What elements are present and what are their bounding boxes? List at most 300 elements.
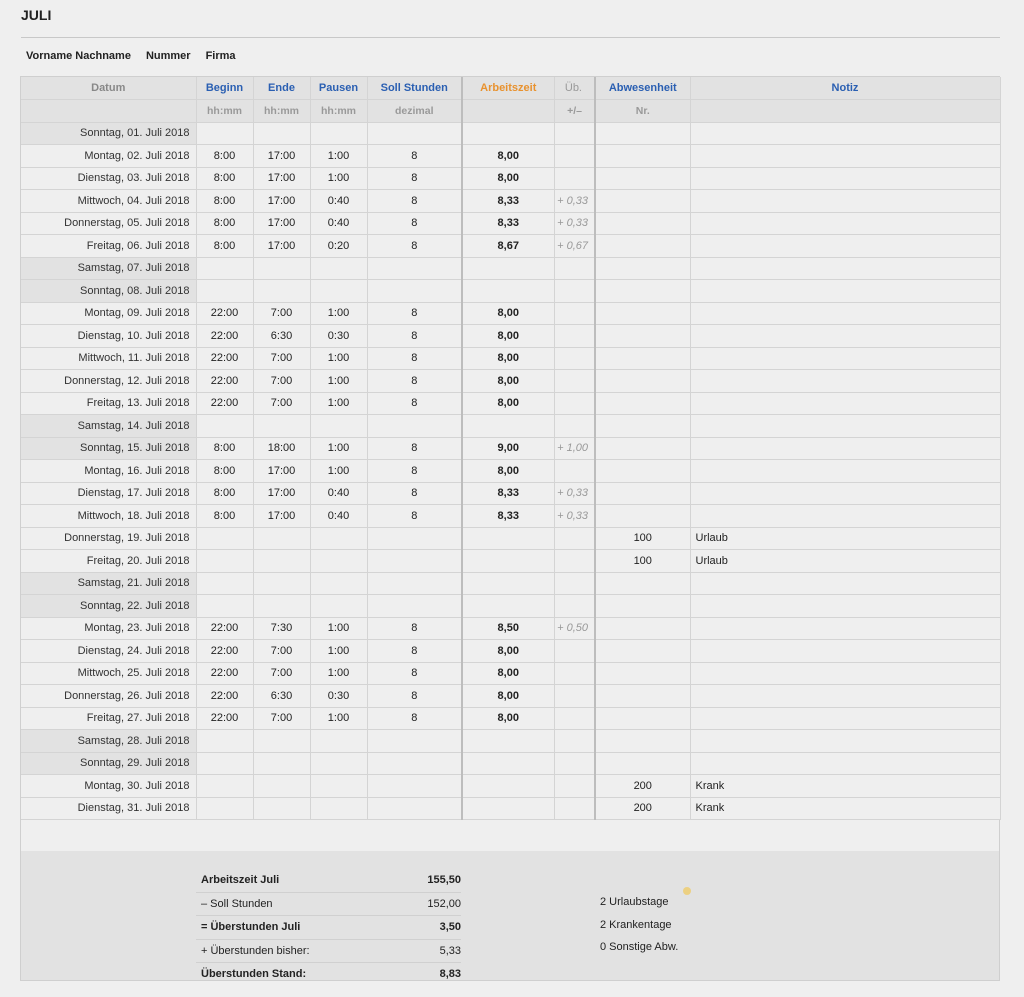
pausen-cell[interactable]: 0:40 [310,212,367,235]
soll-cell[interactable] [367,122,462,145]
notiz-cell[interactable] [690,145,1000,168]
ende-cell[interactable]: 7:00 [253,707,310,730]
pausen-cell[interactable]: 0:30 [310,685,367,708]
date-cell[interactable]: Sonntag, 01. Juli 2018 [21,122,196,145]
notiz-cell[interactable] [690,572,1000,595]
soll-cell[interactable] [367,730,462,753]
ueberstunden-cell[interactable] [554,257,595,280]
pausen-cell[interactable]: 1:00 [310,392,367,415]
soll-cell[interactable] [367,415,462,438]
overtime-summary [196,869,461,986]
notiz-cell[interactable] [690,325,1000,348]
pausen-cell[interactable]: 1:00 [310,302,367,325]
pausen-cell[interactable]: 0:40 [310,505,367,528]
pausen-cell[interactable]: 0:30 [310,325,367,348]
beginn-cell[interactable]: 8:00 [196,437,253,460]
ende-cell[interactable]: 6:30 [253,325,310,348]
beginn-cell[interactable]: 22:00 [196,347,253,370]
table-row [21,595,1000,618]
ueberstunden-cell[interactable] [554,527,595,550]
ueberstunden-cell[interactable] [554,370,595,393]
date-cell[interactable]: Donnerstag, 12. Juli 2018 [21,370,196,393]
abwesenheit-cell[interactable] [595,257,690,280]
beginn-cell[interactable] [196,752,253,775]
beginn-cell[interactable] [196,550,253,573]
pausen-cell[interactable] [310,257,367,280]
notiz-cell[interactable]: Krank [690,775,1000,798]
arbeitszeit-cell[interactable] [462,257,554,280]
ueberstunden-cell[interactable]: + 0,33 [554,190,595,213]
date-cell[interactable]: Samstag, 28. Juli 2018 [21,730,196,753]
ueberstunden-cell[interactable] [554,752,595,775]
arbeitszeit-cell[interactable] [462,572,554,595]
summary-label: Überstunden Stand: [201,968,307,981]
abwesenheit-cell[interactable] [595,325,690,348]
notiz-cell[interactable] [690,685,1000,708]
notiz-cell[interactable] [690,190,1000,213]
ueberstunden-cell[interactable] [554,167,595,190]
ende-cell[interactable] [253,415,310,438]
beginn-cell[interactable]: 22:00 [196,392,253,415]
ende-cell[interactable] [253,595,310,618]
notiz-cell[interactable] [690,482,1000,505]
arbeitszeit-cell[interactable] [462,280,554,303]
ueberstunden-cell[interactable]: + 0,33 [554,212,595,235]
table-row [21,347,1000,370]
summary-value: 5,33 [439,944,461,957]
table-row [21,167,1000,190]
date-cell[interactable]: Samstag, 14. Juli 2018 [21,415,196,438]
arbeitszeit-cell[interactable]: 8,00 [462,662,554,685]
arbeitszeit-cell[interactable]: 8,33 [462,212,554,235]
date-cell[interactable]: Freitag, 13. Juli 2018 [21,392,196,415]
pausen-cell[interactable]: 1:00 [310,167,367,190]
notiz-cell[interactable] [690,212,1000,235]
arbeitszeit-cell[interactable]: 8,00 [462,460,554,483]
pausen-cell[interactable] [310,775,367,798]
ueberstunden-cell[interactable] [554,707,595,730]
ende-cell[interactable] [253,257,310,280]
soll-cell[interactable]: 8 [367,235,462,258]
notiz-cell[interactable] [690,392,1000,415]
soll-cell[interactable]: 8 [367,167,462,190]
ende-cell[interactable]: 17:00 [253,167,310,190]
abwesenheit-cell[interactable] [595,572,690,595]
abwesenheit-cell[interactable] [595,122,690,145]
arbeitszeit-cell[interactable]: 8,00 [462,685,554,708]
pausen-cell[interactable] [310,415,367,438]
abwesenheit-cell[interactable] [595,617,690,640]
beginn-cell[interactable]: 22:00 [196,707,253,730]
beginn-cell[interactable] [196,527,253,550]
soll-cell[interactable]: 8 [367,482,462,505]
pausen-cell[interactable] [310,752,367,775]
arbeitszeit-cell[interactable]: 8,50 [462,617,554,640]
notiz-cell[interactable]: Krank [690,797,1000,820]
ende-cell[interactable]: 17:00 [253,482,310,505]
soll-cell[interactable] [367,775,462,798]
arbeitszeit-cell[interactable]: 8,00 [462,640,554,663]
ende-cell[interactable]: 17:00 [253,460,310,483]
abwesenheit-cell[interactable]: 100 [595,550,690,573]
beginn-cell[interactable] [196,122,253,145]
ende-cell[interactable] [253,572,310,595]
ueberstunden-cell[interactable] [554,460,595,483]
ende-cell[interactable]: 7:30 [253,617,310,640]
date-cell[interactable]: Montag, 23. Juli 2018 [21,617,196,640]
date-cell[interactable]: Mittwoch, 11. Juli 2018 [21,347,196,370]
notiz-cell[interactable] [690,595,1000,618]
ueberstunden-cell[interactable]: + 0,50 [554,617,595,640]
ueberstunden-cell[interactable] [554,685,595,708]
beginn-cell[interactable]: 22:00 [196,325,253,348]
soll-cell[interactable]: 8 [367,212,462,235]
notiz-cell[interactable]: Urlaub [690,550,1000,573]
ueberstunden-cell[interactable] [554,595,595,618]
ueberstunden-cell[interactable] [554,797,595,820]
abwesenheit-cell[interactable] [595,662,690,685]
ueberstunden-cell[interactable] [554,550,595,573]
notiz-cell[interactable] [690,752,1000,775]
ende-cell[interactable]: 7:00 [253,302,310,325]
ueberstunden-cell[interactable] [554,415,595,438]
notiz-cell[interactable] [690,730,1000,753]
pausen-cell[interactable] [310,730,367,753]
abwesenheit-cell[interactable] [595,730,690,753]
beginn-cell[interactable]: 8:00 [196,145,253,168]
abwesenheit-cell[interactable] [595,347,690,370]
soll-cell[interactable]: 8 [367,370,462,393]
ueberstunden-cell[interactable] [554,302,595,325]
arbeitszeit-cell[interactable] [462,595,554,618]
arbeitszeit-cell[interactable] [462,730,554,753]
pausen-cell[interactable] [310,572,367,595]
date-cell[interactable]: Sonntag, 29. Juli 2018 [21,752,196,775]
soll-cell[interactable]: 8 [367,460,462,483]
arbeitszeit-cell[interactable] [462,122,554,145]
soll-cell[interactable] [367,257,462,280]
notiz-cell[interactable] [690,167,1000,190]
arbeitszeit-cell[interactable]: 8,33 [462,482,554,505]
abwesenheit-cell[interactable] [595,145,690,168]
soll-cell[interactable]: 8 [367,662,462,685]
pausen-cell[interactable]: 1:00 [310,662,367,685]
pausen-cell[interactable]: 1:00 [310,370,367,393]
beginn-cell[interactable]: 22:00 [196,685,253,708]
ueberstunden-cell[interactable]: + 1,00 [554,437,595,460]
notiz-cell[interactable] [690,662,1000,685]
table-row [21,640,1000,663]
beginn-cell[interactable]: 8:00 [196,212,253,235]
ueberstunden-cell[interactable]: + 0,67 [554,235,595,258]
soll-cell[interactable] [367,572,462,595]
soll-cell[interactable]: 8 [367,392,462,415]
ende-cell[interactable] [253,122,310,145]
beginn-cell[interactable] [196,797,253,820]
abwesenheit-cell[interactable] [595,167,690,190]
soll-cell[interactable]: 8 [367,617,462,640]
date-cell[interactable]: Montag, 09. Juli 2018 [21,302,196,325]
ende-cell[interactable]: 17:00 [253,145,310,168]
beginn-cell[interactable]: 8:00 [196,167,253,190]
soll-cell[interactable] [367,280,462,303]
header-datum: Datum [21,77,196,100]
abwesenheit-cell[interactable] [595,370,690,393]
ende-cell[interactable] [253,550,310,573]
abwesenheit-cell[interactable] [595,280,690,303]
pausen-cell[interactable]: 1:00 [310,640,367,663]
abwesenheit-cell[interactable] [595,437,690,460]
soll-cell[interactable]: 8 [367,325,462,348]
date-cell[interactable]: Dienstag, 03. Juli 2018 [21,167,196,190]
date-cell[interactable]: Mittwoch, 18. Juli 2018 [21,505,196,528]
ende-cell[interactable] [253,775,310,798]
ende-cell[interactable] [253,797,310,820]
ueberstunden-cell[interactable]: + 0,33 [554,505,595,528]
soll-cell[interactable]: 8 [367,640,462,663]
date-cell[interactable]: Mittwoch, 25. Juli 2018 [21,662,196,685]
pausen-cell[interactable]: 1:00 [310,707,367,730]
pausen-cell[interactable] [310,122,367,145]
notiz-cell[interactable] [690,302,1000,325]
table-row [21,325,1000,348]
notiz-cell[interactable] [690,257,1000,280]
date-cell[interactable]: Dienstag, 17. Juli 2018 [21,482,196,505]
ende-cell[interactable]: 17:00 [253,212,310,235]
pausen-cell[interactable] [310,595,367,618]
pausen-cell[interactable]: 1:00 [310,347,367,370]
date-cell[interactable]: Sonntag, 08. Juli 2018 [21,280,196,303]
notiz-cell[interactable] [690,280,1000,303]
abwesenheit-cell[interactable] [595,640,690,663]
header-datum-sub [21,100,196,123]
notiz-cell[interactable] [690,460,1000,483]
soll-cell[interactable]: 8 [367,347,462,370]
soll-cell[interactable]: 8 [367,707,462,730]
table-row [21,190,1000,213]
soll-cell[interactable] [367,797,462,820]
pausen-cell[interactable] [310,550,367,573]
date-cell[interactable]: Freitag, 27. Juli 2018 [21,707,196,730]
table-row [21,662,1000,685]
abwesenheit-cell[interactable] [595,505,690,528]
abwesenheit-cell[interactable]: 200 [595,797,690,820]
ueberstunden-cell[interactable]: + 0,33 [554,482,595,505]
arbeitszeit-cell[interactable] [462,415,554,438]
ende-cell[interactable] [253,527,310,550]
table-row [21,212,1000,235]
beginn-cell[interactable]: 22:00 [196,662,253,685]
arbeitszeit-cell[interactable]: 8,33 [462,505,554,528]
notiz-cell[interactable] [690,437,1000,460]
abwesenheit-cell[interactable] [595,595,690,618]
soll-cell[interactable]: 8 [367,302,462,325]
notiz-cell[interactable] [690,505,1000,528]
date-cell[interactable]: Samstag, 21. Juli 2018 [21,572,196,595]
ende-cell[interactable] [253,752,310,775]
ueberstunden-cell[interactable] [554,122,595,145]
beginn-cell[interactable] [196,257,253,280]
beginn-cell[interactable] [196,595,253,618]
beginn-cell[interactable] [196,415,253,438]
arbeitszeit-cell[interactable]: 8,00 [462,392,554,415]
pausen-cell[interactable]: 1:00 [310,437,367,460]
ueberstunden-cell[interactable] [554,662,595,685]
notiz-cell[interactable] [690,707,1000,730]
ende-cell[interactable]: 7:00 [253,640,310,663]
arbeitszeit-cell[interactable]: 8,67 [462,235,554,258]
timesheet [20,76,1000,981]
abwesenheit-cell[interactable]: 100 [595,527,690,550]
ende-cell[interactable] [253,280,310,303]
soll-cell[interactable]: 8 [367,190,462,213]
abwesenheit-cell[interactable] [595,685,690,708]
date-cell[interactable]: Donnerstag, 26. Juli 2018 [21,685,196,708]
notiz-cell[interactable] [690,370,1000,393]
ueberstunden-cell[interactable] [554,325,595,348]
date-cell[interactable]: Montag, 30. Juli 2018 [21,775,196,798]
ende-cell[interactable]: 6:30 [253,685,310,708]
arbeitszeit-cell[interactable]: 8,00 [462,302,554,325]
abwesenheit-cell[interactable] [595,415,690,438]
ueberstunden-cell[interactable] [554,572,595,595]
arbeitszeit-cell[interactable]: 8,00 [462,145,554,168]
beginn-cell[interactable]: 22:00 [196,302,253,325]
pausen-cell[interactable] [310,527,367,550]
soll-cell[interactable] [367,595,462,618]
pausen-cell[interactable]: 0:40 [310,190,367,213]
date-cell[interactable]: Montag, 16. Juli 2018 [21,460,196,483]
ueberstunden-cell[interactable] [554,640,595,663]
ende-cell[interactable]: 17:00 [253,505,310,528]
arbeitszeit-cell[interactable] [462,527,554,550]
header-notiz-sub [690,100,1000,123]
table-row [21,302,1000,325]
notiz-cell[interactable] [690,640,1000,663]
date-cell[interactable]: Sonntag, 15. Juli 2018 [21,437,196,460]
ueberstunden-cell[interactable] [554,775,595,798]
date-cell[interactable]: Dienstag, 24. Juli 2018 [21,640,196,663]
ende-cell[interactable]: 17:00 [253,235,310,258]
notiz-cell[interactable] [690,617,1000,640]
soll-cell[interactable] [367,550,462,573]
pausen-cell[interactable]: 1:00 [310,460,367,483]
pausen-cell[interactable]: 0:20 [310,235,367,258]
abwesenheit-cell[interactable] [595,482,690,505]
table-row [21,707,1000,730]
beginn-cell[interactable]: 8:00 [196,482,253,505]
ueberstunden-cell[interactable] [554,145,595,168]
beginn-cell[interactable] [196,775,253,798]
table-row [21,392,1000,415]
arbeitszeit-cell[interactable] [462,752,554,775]
abwesenheit-cell[interactable] [595,190,690,213]
pausen-cell[interactable]: 0:40 [310,482,367,505]
pausen-cell[interactable] [310,280,367,303]
date-cell[interactable]: Dienstag, 10. Juli 2018 [21,325,196,348]
beginn-cell[interactable] [196,730,253,753]
notiz-cell[interactable] [690,347,1000,370]
arbeitszeit-cell[interactable]: 8,00 [462,707,554,730]
soll-cell[interactable]: 8 [367,685,462,708]
notiz-cell[interactable] [690,235,1000,258]
beginn-cell[interactable]: 22:00 [196,617,253,640]
ende-cell[interactable]: 18:00 [253,437,310,460]
ueberstunden-cell[interactable] [554,730,595,753]
beginn-cell[interactable]: 8:00 [196,505,253,528]
ueberstunden-cell[interactable] [554,280,595,303]
date-cell[interactable]: Donnerstag, 19. Juli 2018 [21,527,196,550]
ueberstunden-cell[interactable] [554,392,595,415]
notiz-cell[interactable] [690,122,1000,145]
date-cell[interactable]: Dienstag, 31. Juli 2018 [21,797,196,820]
date-cell[interactable]: Freitag, 06. Juli 2018 [21,235,196,258]
ueberstunden-cell[interactable] [554,347,595,370]
beginn-cell[interactable]: 8:00 [196,190,253,213]
pausen-cell[interactable]: 1:00 [310,617,367,640]
beginn-cell[interactable]: 8:00 [196,235,253,258]
abwesenheit-cell[interactable] [595,707,690,730]
date-cell[interactable]: Sonntag, 22. Juli 2018 [21,595,196,618]
abwesenheit-cell[interactable] [595,392,690,415]
arbeitszeit-cell[interactable] [462,550,554,573]
arbeitszeit-cell[interactable]: 9,00 [462,437,554,460]
abwesenheit-cell[interactable]: 200 [595,775,690,798]
soll-cell[interactable] [367,527,462,550]
beginn-cell[interactable]: 8:00 [196,460,253,483]
arbeitszeit-cell[interactable] [462,797,554,820]
date-cell[interactable]: Mittwoch, 04. Juli 2018 [21,190,196,213]
header-ende: Ende [253,77,310,100]
beginn-cell[interactable]: 22:00 [196,640,253,663]
date-cell[interactable]: Freitag, 20. Juli 2018 [21,550,196,573]
date-cell[interactable]: Samstag, 07. Juli 2018 [21,257,196,280]
date-cell[interactable]: Montag, 02. Juli 2018 [21,145,196,168]
abwesenheit-cell[interactable] [595,460,690,483]
beginn-cell[interactable]: 22:00 [196,370,253,393]
abwesenheit-cell[interactable] [595,235,690,258]
ende-cell[interactable]: 7:00 [253,370,310,393]
arbeitszeit-cell[interactable]: 8,00 [462,347,554,370]
pausen-cell[interactable] [310,797,367,820]
soll-cell[interactable] [367,752,462,775]
soll-cell[interactable]: 8 [367,437,462,460]
abwesenheit-cell[interactable] [595,212,690,235]
table-row [21,415,1000,438]
date-cell[interactable]: Donnerstag, 05. Juli 2018 [21,212,196,235]
ende-cell[interactable]: 7:00 [253,662,310,685]
beginn-cell[interactable] [196,280,253,303]
notiz-cell[interactable] [690,415,1000,438]
arbeitszeit-cell[interactable] [462,775,554,798]
abwesenheit-cell[interactable] [595,302,690,325]
abwesenheit-cell[interactable] [595,752,690,775]
ende-cell[interactable]: 7:00 [253,392,310,415]
table-row [21,572,1000,595]
beginn-cell[interactable] [196,572,253,595]
arbeitszeit-cell[interactable]: 8,33 [462,190,554,213]
arbeitszeit-cell[interactable]: 8,00 [462,167,554,190]
arbeitszeit-cell[interactable]: 8,00 [462,370,554,393]
arbeitszeit-cell[interactable]: 8,00 [462,325,554,348]
ende-cell[interactable]: 17:00 [253,190,310,213]
soll-cell[interactable]: 8 [367,505,462,528]
ende-cell[interactable]: 7:00 [253,347,310,370]
soll-cell[interactable]: 8 [367,145,462,168]
notiz-cell[interactable]: Urlaub [690,527,1000,550]
pausen-cell[interactable]: 1:00 [310,145,367,168]
ende-cell[interactable] [253,730,310,753]
